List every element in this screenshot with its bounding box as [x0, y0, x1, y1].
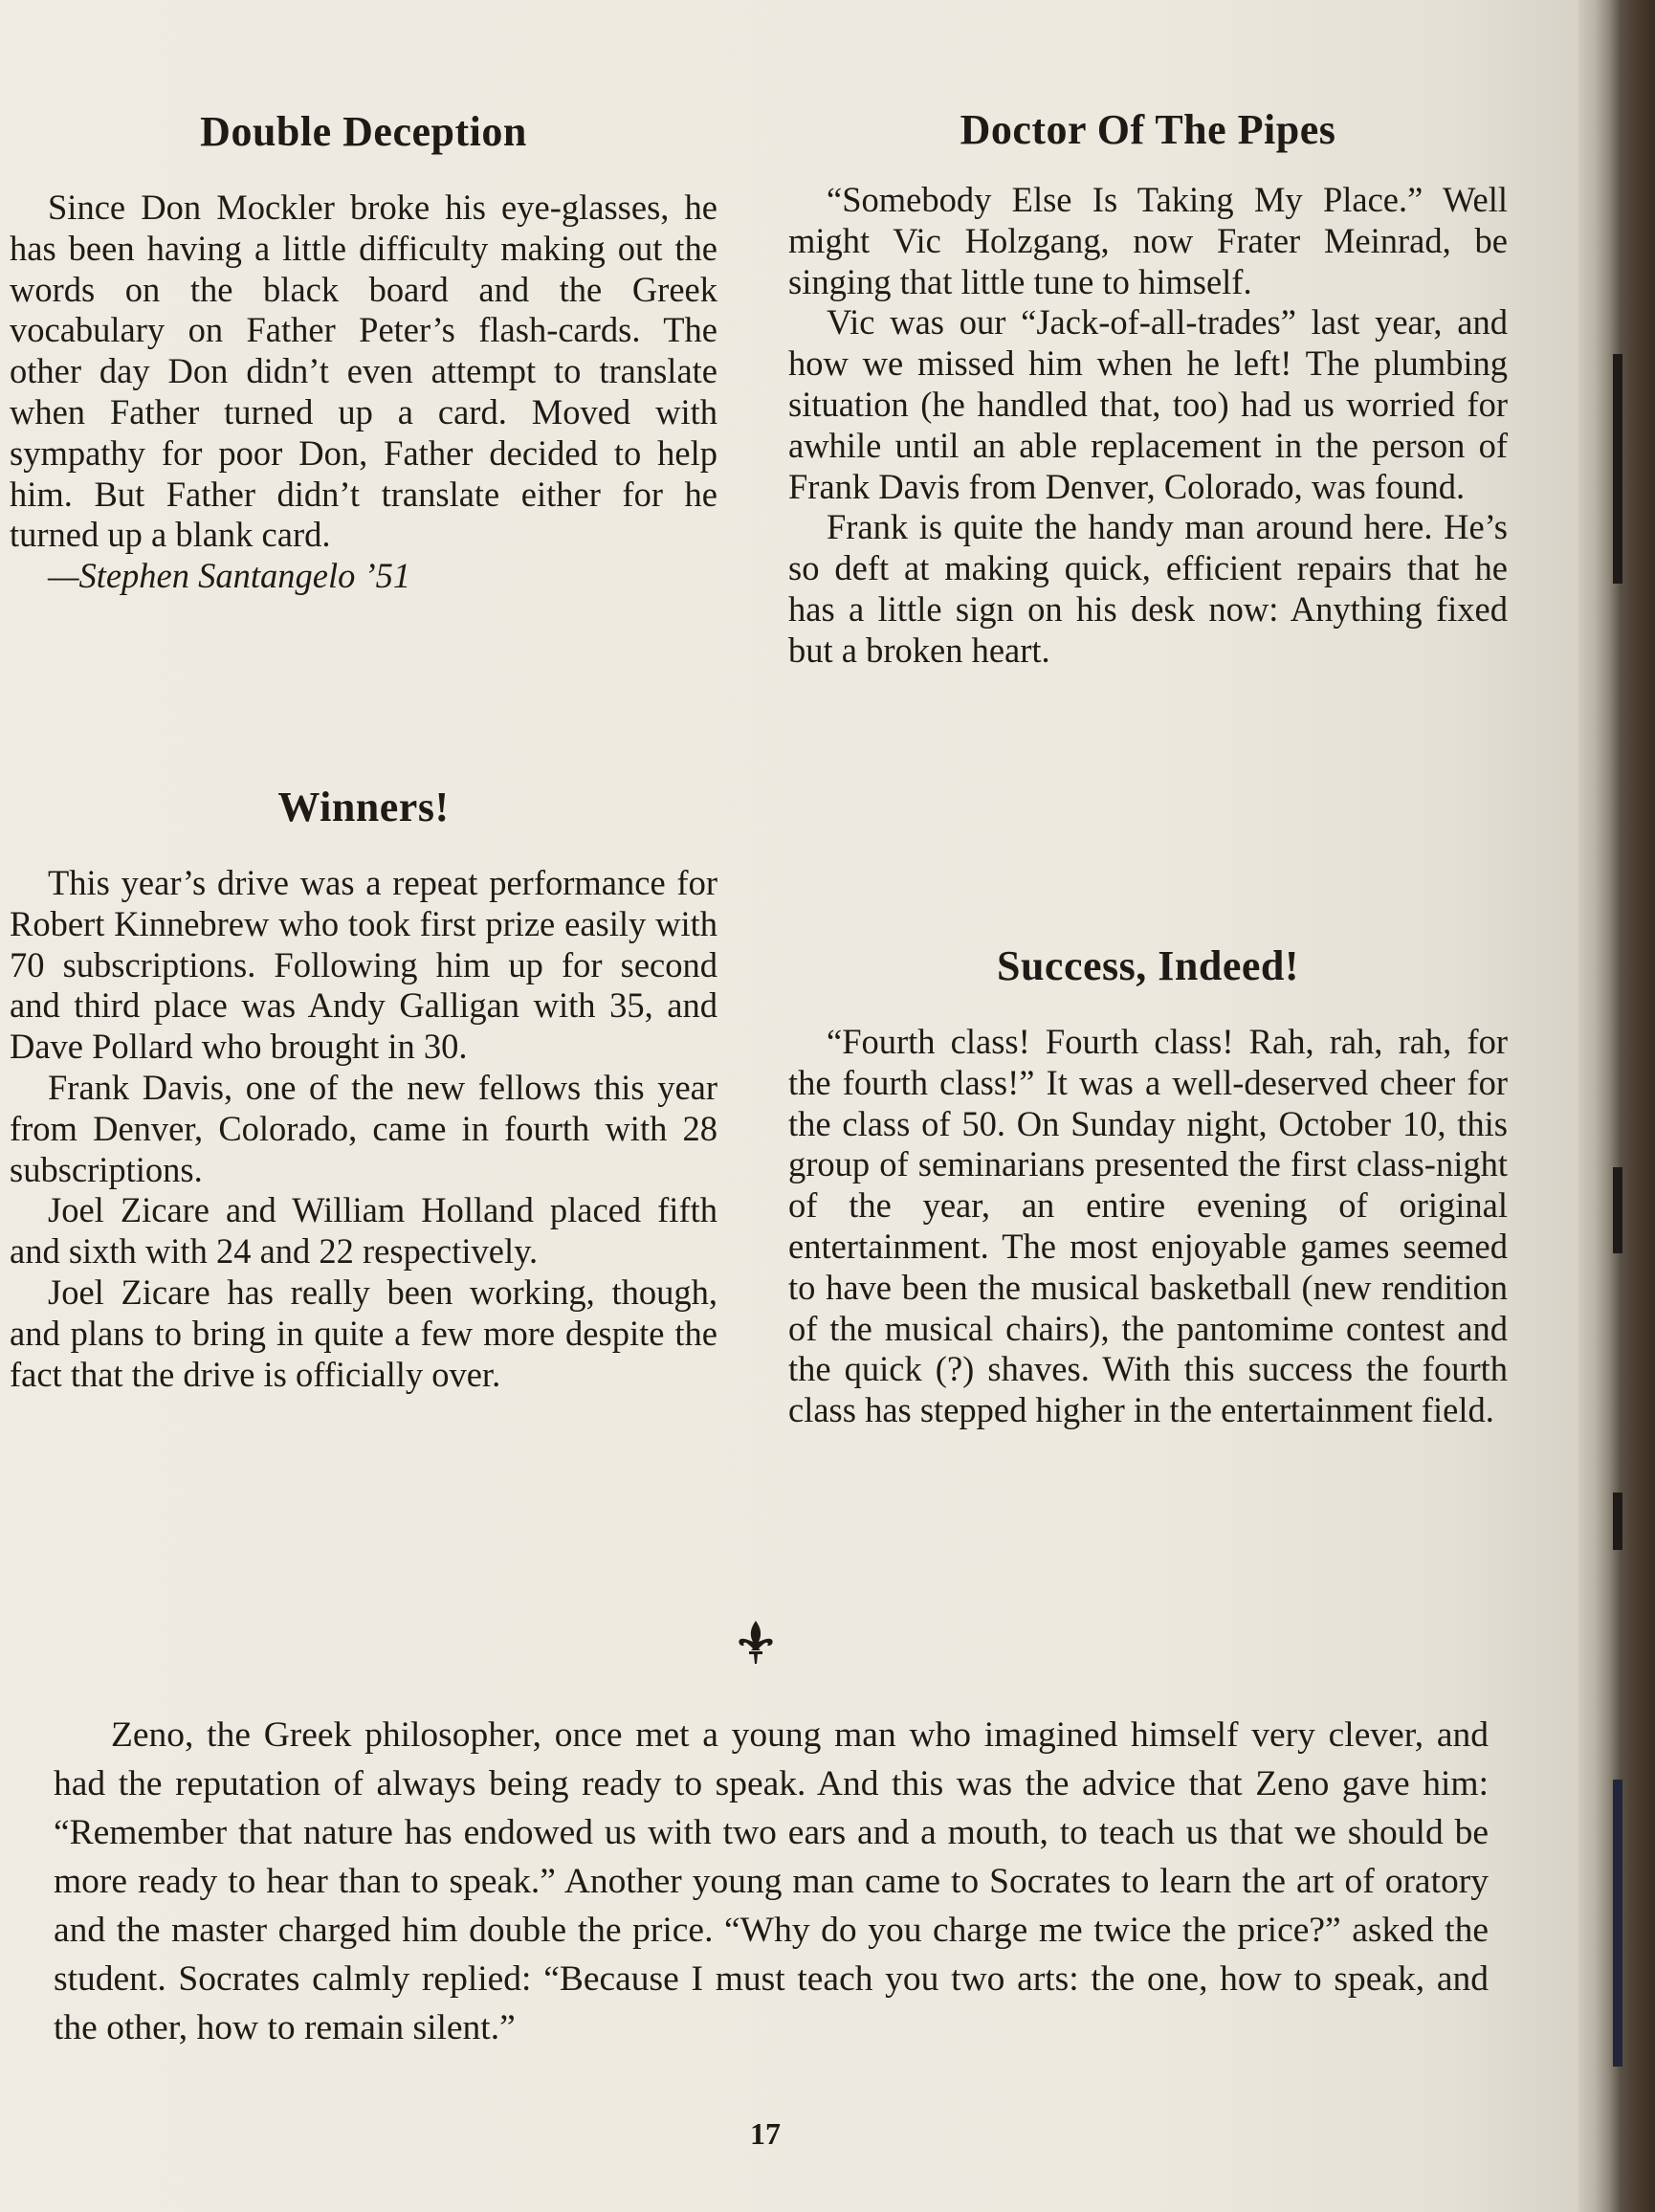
article-success-indeed: [788, 1022, 1508, 1431]
zeno-anecdote: [54, 1711, 1489, 2052]
article-paragraph: Vic was our “Jack-of-all-trades” last year, and how we missed him when he left! The plumbing situation (he handled that, too) had us worried for awhile until an able replacement in the person of Frank Davis from Denver, Colorado, was found.: [788, 302, 1508, 506]
book-spine: [1578, 0, 1655, 2212]
article-paragraph: Frank is quite the handy man around here. He’s so deft at making quick, efficient repairs that he has a little sign on his desk now: Anything fixed but a broken heart.: [788, 507, 1508, 670]
article-paragraph: Since Don Mockler broke his eye-glasses, he has been having a little difficulty making out the words on the black board and the Greek vocabulary on Father Peter’s flash-cards. The other day Don didn’t even attempt to translate when Father turned up a card. Moved with sympathy for poor Don, Father decided to help him. But Father didn’t translate either for he turned up a blank card.: [10, 188, 717, 555]
spine-mark: [1613, 1493, 1622, 1550]
article-title-doctor-of-the-pipes: Doctor Of The Pipes: [960, 106, 1336, 153]
page-number: 17: [750, 2116, 781, 2151]
article-paragraph: “Somebody Else Is Taking My Place.” Well might Vic Holzgang, now Frater Meinrad, be singing that little tune to himself.: [788, 180, 1508, 301]
article-paragraph: “Fourth class! Fourth class! Rah, rah, rah, for the fourth class!” It was a well-deserved cheer for the class of 50. On Sunday night, October 10, this group of seminarians presented the first class-night of the year, an entire evening of original entertainment. The most enjoyable games seemed to have been the musical basketball (new rendition of the musical chairs), the pantomime contest and the quick (?) shaves. With this success the fourth class has stepped higher in the entertainment field.: [788, 1022, 1508, 1430]
fleur-de-lis-icon: [737, 1619, 775, 1667]
spine-mark: [1613, 1167, 1622, 1253]
article-paragraph: Joel Zicare has really been working, though, and plans to bring in quite a few more despite the fact that the drive is officially over.: [10, 1272, 717, 1394]
article-paragraph: Joel Zicare and William Holland placed fifth and sixth with 24 and 22 respectively.: [10, 1190, 717, 1272]
article-byline: —Stephen Santangelo ’51: [48, 556, 411, 596]
article-title-success-indeed: Success, Indeed!: [996, 942, 1300, 989]
article-title-double-deception: Double Deception: [200, 108, 527, 155]
anecdote-paragraph: Zeno, the Greek philosopher, once met a young man who imagined himself very clever, and had the reputation of always being ready to speak. And this was the advice that Zeno gave him: “Remember that nature has endowed us with two ears and a mouth, to teach us that we should be more ready to hear than to speak.” Another young man came to Socrates to learn the art of oratory and the master charged him double the price. “Why do you charge me twice the price?” asked the student. Socrates calmly replied: “Because I must teach you two arts: the one, how to speak, and the other, how to remain silent.”: [54, 1715, 1489, 2047]
article-paragraph: Frank Davis, one of the new fellows this year from Denver, Colorado, came in fourth with 28 subscriptions.: [10, 1067, 717, 1189]
article-double-deception: [10, 188, 717, 597]
article-title-winners: Winners!: [277, 784, 450, 830]
article-winners: [10, 863, 717, 1395]
spine-mark: [1613, 354, 1622, 584]
spine-mark: [1613, 1780, 1622, 2067]
article-paragraph: This year’s drive was a repeat performance for Robert Kinnebrew who took first prize easily with 70 subscriptions. Following him up for second and third place was Andy Galligan with 35, and Dave Pollard who brought in 30.: [10, 863, 717, 1067]
article-doctor-of-the-pipes: [788, 180, 1508, 672]
